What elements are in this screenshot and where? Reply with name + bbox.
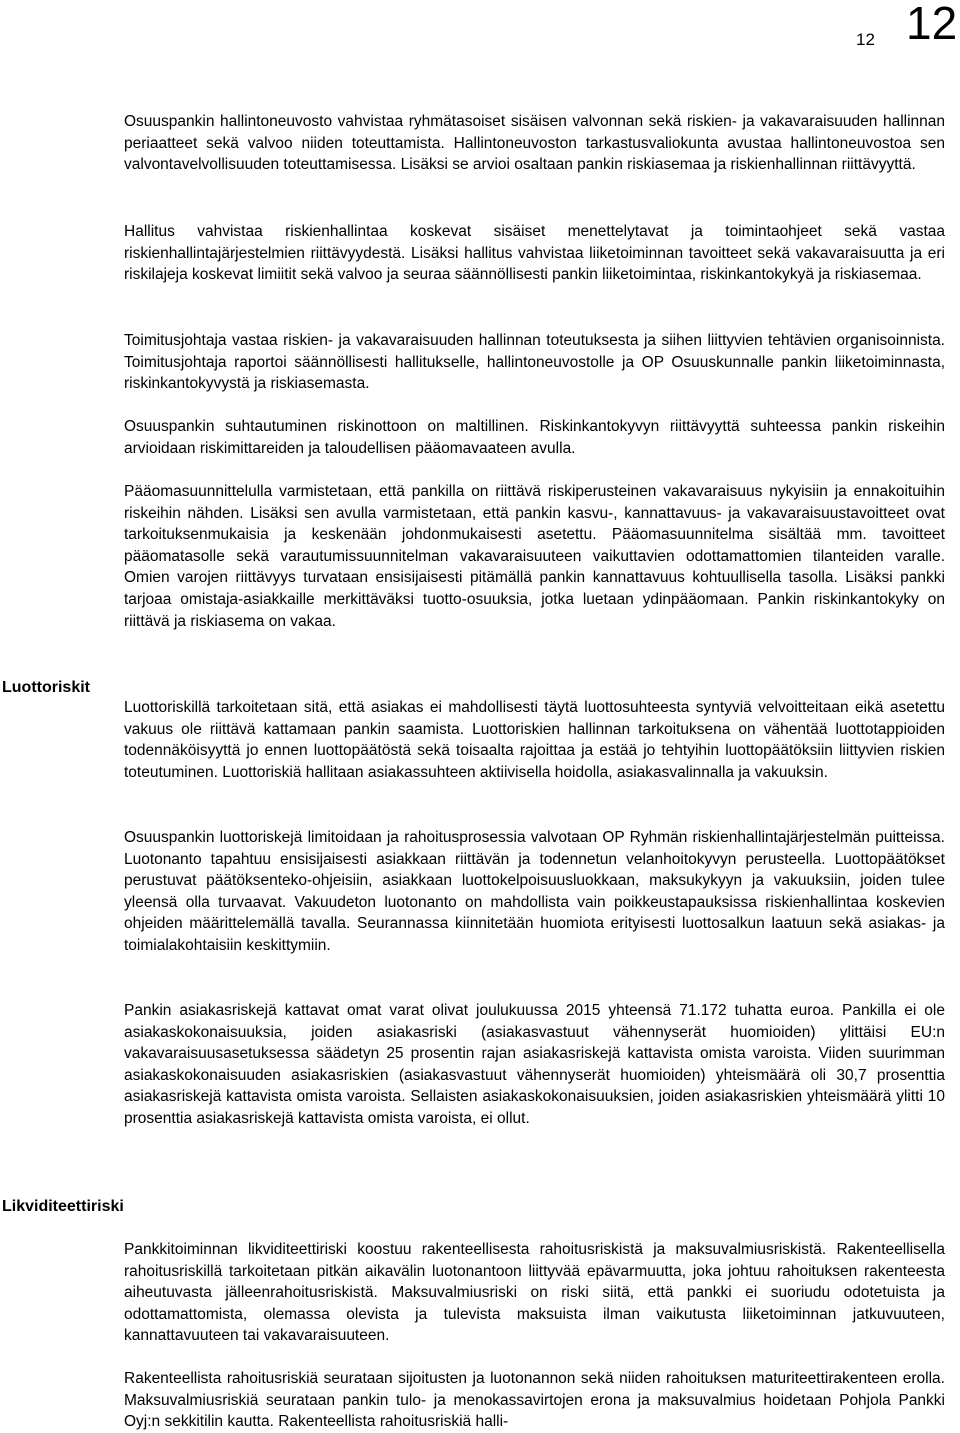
paragraph-toimitusjohtaja: Toimitusjohtaja vastaa riskien- ja vakavaraisuuden hallinnan toteutuksesta ja siihen liittyvien tehtävien organisoinnista. Toimitusjohtaja raportoi säännöllisesti hallitukselle, hallintoneuvostolle ja OP Osuuskunnalle pankin liiketoiminnasta, riskinkantokyvystä ja riskiasemasta.: [124, 332, 945, 393]
paragraph-paaomasuunnittelu: Pääomasuunnittelulla varmistetaan, että pankilla on riittävä riskiperusteinen vakavaraisuus nykyisiin ja ennakoituihin riskeihin nähden. Lisäksi sen avulla varmistetaan, että pankin kasvu-, kannattavuus- ja vakavaraisuustavoitteet ovat tarkoituksenmukaisia ja keskenään johdonmukaisesti asetettu. Pääomasuunnitelma sisältää mm. tavoitteet pääomatasolle sekä varautumissuunnitelman vakavaraisuuteen vaikuttavien odottamattomien tilanteiden varalle. Omien varojen riittävyys turvataan ensisijaisesti pitämällä pankin kannattavuus kohtuullisella tasolla. Lisäksi pankki tarjoaa omistaja-asiakkaille merkittäväksi tuotto-osuuksia, jotka luetaan ydinpääomaan. Pankin riskinkantokyky on riittävä ja riskiasema on vakaa.: [124, 483, 945, 630]
paragraph-luottoriskien-limitointi: Osuuspankin luottoriskejä limitoidaan ja rahoitusprosessia valvotaan OP Ryhmän riskienhallintajärjestelmän puitteissa. Luotonanto tapahtuu ensisijaisesti asiakkaan riittävän ja todennetun velanhoitokyvyn perusteella. Luottopäätökset perustuvat päätöksenteko-ohjeisiin, asiakkaan luottokelpoisuusluokkaan, maksukykyyn ja vakuuksiin, joiden tulee yleensä olla turvaavat. Vakuudeton luotonanto on mahdollista vain poikkeustapauksissa riskienhallintaa koskevien ohjeiden määrittelemällä tavalla. Seurannassa kiinnitetään huomiota erityisesti luottosalkun laatuun sekä asiakas- ja toimialakohtaisiin keskittymiin.: [124, 829, 945, 954]
paragraph-luottoriski-maaritelma: Luottoriskillä tarkoitetaan sitä, että asiakas ei mahdollisesti täytä luottosuhteesta syntyviä velvoitteitaan eikä asetettu vakuus ole riittävä kattamaan pankin saamista. Luottoriskien hallinnan tarkoituksena on vähentää luottotappioiden todennäköisyyttä jo ennen luottopäätöstä sekä toisaalta rajoittaa ja estää jo tehtyihin luottopäätöksiin liittyvien riskien toteutuminen. Luottoriskiä hallitaan asiakassuhteen aktiivisella hoidolla, asiakasvalinnalla ja vakuuksin.: [124, 699, 945, 781]
paragraph-hallitus: Hallitus vahvistaa riskienhallintaa koskevat sisäiset menettelytavat ja toimintaohjeet sekä vastaa riskienhallintajärjestelmien riittävyydestä. Lisäksi hallitus vahvistaa liiketoiminnan tavoitteet sekä vakavaraisuutta ja eri riskilajeja koskevat limiitit sekä valvoo ja seuraa säännöllisesti pankin liiketoimintaa, riskinkantokykyä ja riskiasemaa.: [124, 223, 945, 284]
page-number-small: 12: [856, 30, 875, 49]
paragraph-hallintoneuvosto: Osuuspankin hallintoneuvosto vahvistaa ryhmätasoiset sisäisen valvonnan sekä riskien- ja vakavaraisuuden hallinnan periaatteet sekä valvoo niiden toteuttamista. Hallintoneuvoston tarkastusvaliokunta avustaa hallintoneuvostoa sen valvontavelvollisuuden toteuttamisessa. Lisäksi se arvioi osaltaan pankin riskiasemaa ja riskienhallinnan riittävyyttä.: [124, 113, 945, 174]
section-heading-luottoriskit: Luottoriskit: [2, 679, 90, 696]
paragraph-riskinotto: Osuuspankin suhtautuminen riskinottoon on maltillinen. Riskinkantokyvyn riittävyyttä suhteessa pankin riskeihin arvioidaan riskimittareiden ja taloudellisen pääomavaateen avulla.: [124, 418, 945, 457]
section-heading-likviditeettiriski: Likviditeettiriski: [2, 1198, 124, 1215]
page-number-large: 12: [906, 0, 958, 49]
paragraph-asiakasriskit: Pankin asiakasriskejä kattavat omat varat olivat joulukuussa 2015 yhteensä 71.172 tuhatta euroa. Pankilla ei ole asiakaskokonaisuuksia, joiden asiakasriski (asiakasvastuut vähennyserät huomioiden) ylittäisi EU:n vakavaraisuusasetuksessa säädetyn 25 prosentin rajan asiakasriskejä kattavista omista varoista. Viiden suurimman asiakaskokonaisuuden asiakasriskien (asiakasvastuut vähennyserät huomioiden) yhteismäärä oli 30,7 prosenttia asiakasriskejä kattavista omista varoista. Sellaisten asiakaskokonaisuuksien, joiden asiakasriskien yhteismäärä ylitti 10 prosenttia asiakasriskejä kattavista omista varoista, ei ollut.: [124, 1002, 945, 1127]
paragraph-rakenteellinen-rahoitusriski: Rakenteellista rahoitusriskiä seurataan sijoitusten ja luotonannon sekä niiden rahoituksen maturiteettirakenteen erolla. Maksuvalmiusriskiä seurataan pankin tulo- ja menokassavirtojen erona ja maksuvalmius hoidetaan Pohjola Pankki Oyj:n sekkitilin kautta. Rakenteellista rahoitusriskiä halli-: [124, 1370, 945, 1431]
paragraph-likviditeettiriski: Pankkitoiminnan likviditeettiriski koostuu rakenteellisesta rahoitusriskistä ja maksuvalmiusriskistä. Rakenteellisella rahoitusriskillä tarkoitetaan pitkän aikavälin luotonantoon liittyvää epävarmuutta, joka johtuu rahoituksen rakenteesta aiheutuvasta jälleenrahoitusriskistä. Maksuvalmiusriski on riski siitä, että pankki ei suoriudu odotetuista ja odottamattomista, olemassa olevista ja tulevista maksuista ilman vaikutusta liiketoiminnan jatkuvuuteen, kannattavuuteen tai vakavaraisuuteen.: [124, 1241, 945, 1345]
